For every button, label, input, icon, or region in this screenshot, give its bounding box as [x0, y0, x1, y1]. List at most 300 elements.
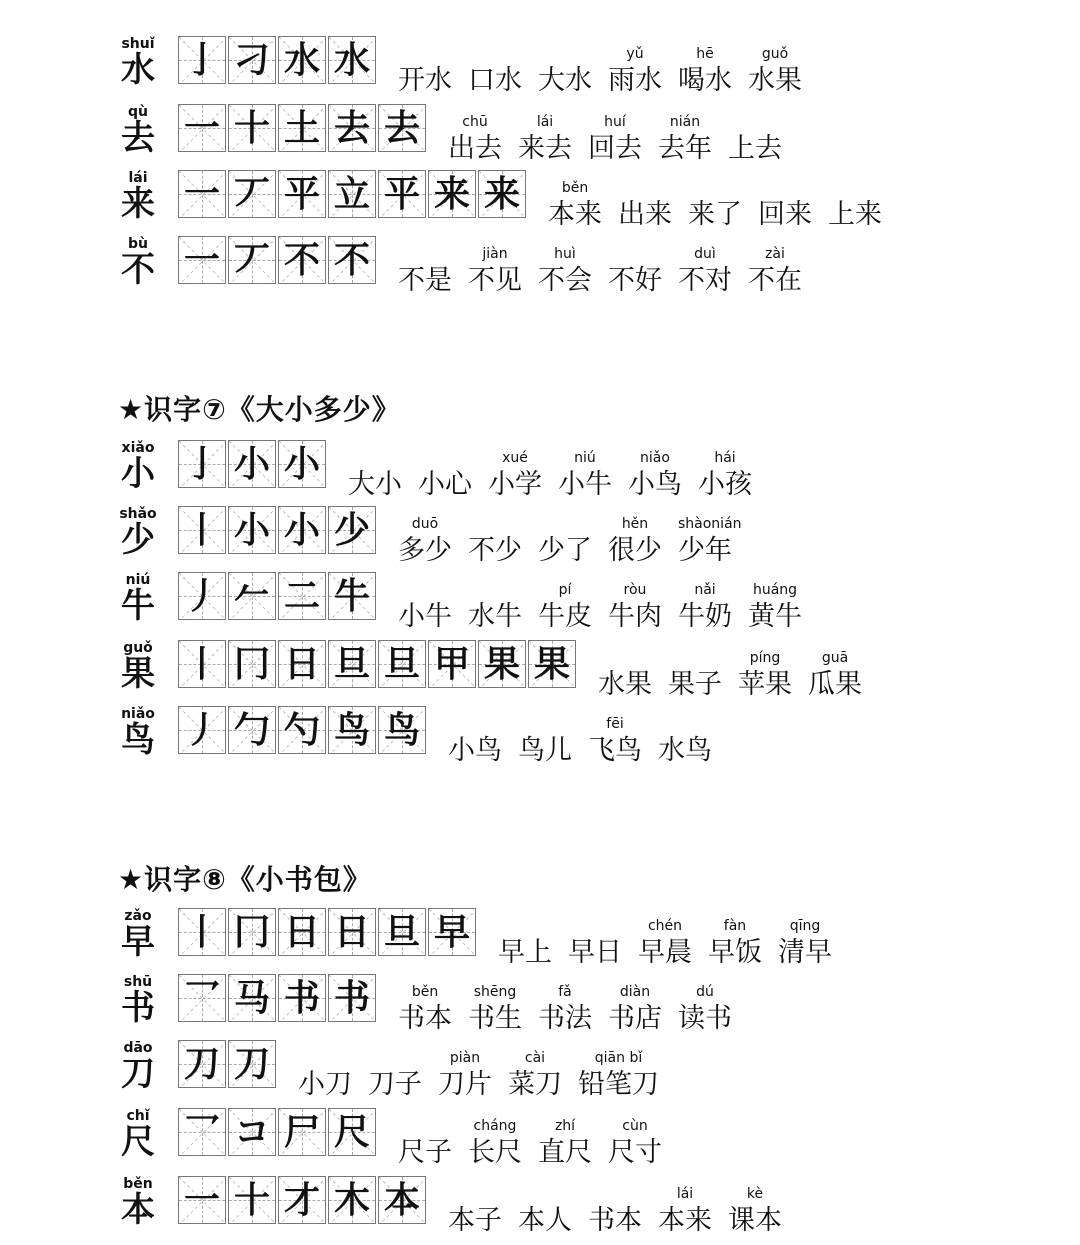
- stroke-order-grid: [178, 1108, 378, 1156]
- stroke-step: 牛: [333, 575, 370, 617]
- stroke-step: 日: [283, 911, 320, 953]
- stroke-cell: [278, 506, 326, 554]
- word-pinyin: cài: [524, 1050, 546, 1066]
- word-text: 清早: [778, 937, 832, 968]
- word-item: [538, 246, 592, 298]
- stroke-order-grid: [178, 1040, 278, 1088]
- character-pinyin: guǒ: [123, 640, 153, 656]
- word-item: [518, 1186, 572, 1238]
- stroke-step: 平: [283, 173, 320, 215]
- stroke-cell: [178, 974, 226, 1022]
- word-pinyin: hái: [714, 450, 736, 466]
- word-pinyin: shēng: [473, 984, 517, 1000]
- word-text: 早上: [498, 937, 552, 968]
- word-item: [488, 450, 542, 502]
- stroke-order-grid: [178, 572, 378, 620]
- stroke-order-grid: [178, 36, 378, 84]
- word-text: 少年: [678, 535, 732, 566]
- stroke-order-grid: [178, 440, 328, 488]
- stroke-cell: [278, 104, 326, 152]
- word-pinyin: hē: [696, 46, 714, 62]
- word-item: [398, 516, 452, 568]
- stroke-cell: [378, 640, 426, 688]
- stroke-step: 一: [183, 107, 220, 149]
- stroke-step: 马: [233, 977, 270, 1019]
- character-glyph: 少: [121, 520, 155, 560]
- character-glyph: 果: [121, 654, 155, 694]
- stroke-step: 二: [283, 575, 320, 617]
- word-item: [298, 1050, 352, 1102]
- word-pinyin: guā: [821, 650, 849, 666]
- word-pinyin: fēi: [606, 716, 624, 732]
- section-title: ★识字⑧《小书包》: [118, 863, 372, 896]
- stroke-step: 丨: [183, 911, 220, 953]
- word-pinyin: yǔ: [626, 46, 644, 62]
- word-text: 小孩: [698, 469, 752, 500]
- stroke-step: 本: [383, 1179, 420, 1221]
- word-text: 上去: [728, 133, 782, 164]
- stroke-step: 不: [333, 239, 370, 281]
- word-pinyin: kè: [746, 1186, 764, 1202]
- word-item: [578, 1050, 659, 1102]
- word-item: [678, 46, 732, 98]
- stroke-step: 小: [283, 509, 320, 551]
- word-pinyin: huí: [604, 114, 626, 130]
- word-pinyin: piàn: [449, 1050, 481, 1066]
- word-text: 出去: [448, 133, 502, 164]
- word-pinyin: dú: [696, 984, 714, 1000]
- word-pinyin: duì: [694, 246, 716, 262]
- stroke-step: 丿: [183, 709, 220, 751]
- stroke-cell: [178, 1108, 226, 1156]
- character-pinyin: dāo: [123, 1040, 153, 1056]
- word-item: [518, 716, 572, 768]
- character-glyph: 水: [121, 50, 155, 90]
- character-glyph: 牛: [121, 586, 155, 626]
- word-item: [398, 246, 452, 298]
- stroke-cell: [178, 506, 226, 554]
- word-text: 水果: [598, 669, 652, 700]
- stroke-step: 尸: [283, 1111, 320, 1153]
- stroke-step: 水: [333, 39, 370, 81]
- stroke-cell: [278, 36, 326, 84]
- stroke-cell: [178, 104, 226, 152]
- stroke-cell: [328, 706, 376, 754]
- stroke-cell: [378, 1176, 426, 1224]
- character-glyph: 刀: [121, 1054, 155, 1094]
- word-text: 本来: [548, 199, 602, 230]
- stroke-step: コ: [233, 1111, 270, 1153]
- word-item: [658, 716, 712, 768]
- word-item: [608, 984, 662, 1036]
- stroke-step: 旦: [383, 911, 420, 953]
- stroke-cell: [278, 572, 326, 620]
- word-pinyin: pí: [558, 582, 572, 598]
- character-glyph: 来: [121, 184, 155, 224]
- word-text: 不是: [398, 265, 452, 296]
- word-text: 牛肉: [608, 601, 662, 632]
- word-item: [678, 582, 732, 634]
- word-item: [608, 1118, 662, 1170]
- word-item: [468, 1118, 522, 1170]
- word-item: [688, 180, 742, 232]
- word-text: 不好: [608, 265, 662, 296]
- stroke-step: 刀: [233, 1043, 270, 1085]
- stroke-cell: [228, 908, 276, 956]
- word-item: [398, 984, 452, 1036]
- word-item: [698, 450, 752, 502]
- character-pinyin: shǎo: [119, 506, 157, 522]
- word-item: [678, 516, 742, 568]
- stroke-step: 甲: [433, 643, 470, 685]
- word-text: 刀片: [438, 1069, 492, 1100]
- stroke-cell: [328, 572, 376, 620]
- word-item: [468, 246, 522, 298]
- stroke-step: 旦: [383, 643, 420, 685]
- word-text: 读书: [678, 1003, 732, 1034]
- word-item: [748, 582, 802, 634]
- word-text: 不少: [468, 535, 522, 566]
- word-text: 喝水: [678, 65, 732, 96]
- stroke-order-grid: [178, 170, 528, 218]
- word-text: 本子: [448, 1205, 502, 1236]
- word-pinyin: huì: [554, 246, 576, 262]
- word-text: 鸟儿: [518, 735, 572, 766]
- word-text: 早晨: [638, 937, 692, 968]
- stroke-step: 冂: [233, 911, 270, 953]
- word-text: 菜刀: [508, 1069, 562, 1100]
- word-item: [638, 918, 692, 970]
- character-pinyin: bù: [128, 236, 148, 252]
- character-pinyin: lái: [128, 170, 148, 186]
- stroke-cell: [228, 104, 276, 152]
- stroke-cell: [278, 974, 326, 1022]
- word-item: [608, 46, 662, 98]
- word-item: [588, 716, 642, 768]
- stroke-cell: [178, 440, 226, 488]
- stroke-order-grid: [178, 104, 428, 152]
- stroke-cell: [328, 640, 376, 688]
- word-item: [398, 46, 452, 98]
- word-item: [538, 46, 592, 98]
- word-item: [468, 984, 522, 1036]
- word-item: [538, 516, 592, 568]
- word-pinyin: jiàn: [482, 246, 508, 262]
- stroke-step: 丆: [233, 173, 270, 215]
- word-text: 小牛: [398, 601, 452, 632]
- word-text: 苹果: [738, 669, 792, 700]
- word-item: [728, 1186, 782, 1238]
- word-item: [608, 582, 662, 634]
- character-pinyin: běn: [123, 1176, 153, 1192]
- character-pinyin: niǎo: [121, 706, 155, 722]
- stroke-step: 勺: [283, 709, 320, 751]
- word-pinyin: píng: [749, 650, 781, 666]
- stroke-cell: [278, 170, 326, 218]
- word-pinyin: qīng: [789, 918, 821, 934]
- word-pinyin: lái: [676, 1186, 694, 1202]
- word-text: 少了: [538, 535, 592, 566]
- word-text: 不对: [678, 265, 732, 296]
- word-pinyin: huáng: [752, 582, 798, 598]
- word-item: [568, 918, 622, 970]
- stroke-step: 旦: [333, 643, 370, 685]
- stroke-cell: [278, 1176, 326, 1224]
- stroke-cell: [228, 36, 276, 84]
- word-text: 早饭: [708, 937, 762, 968]
- stroke-cell: [278, 640, 326, 688]
- stroke-step: 勹: [233, 709, 270, 751]
- stroke-cell: [228, 440, 276, 488]
- word-item: [738, 650, 792, 702]
- stroke-cell: [328, 170, 376, 218]
- stroke-step: 才: [283, 1179, 320, 1221]
- stroke-step: 冂: [233, 643, 270, 685]
- word-text: 书本: [588, 1205, 642, 1236]
- word-text: 早日: [568, 937, 622, 968]
- stroke-step: 小: [233, 509, 270, 551]
- stroke-step: 刀: [183, 1043, 220, 1085]
- word-item: [468, 582, 522, 634]
- word-pinyin: shàonián: [678, 516, 742, 532]
- word-text: 小牛: [558, 469, 612, 500]
- word-item: [608, 246, 662, 298]
- word-text: 不见: [468, 265, 522, 296]
- stroke-step: 果: [483, 643, 520, 685]
- word-list: [398, 984, 748, 1036]
- word-list: [398, 46, 818, 98]
- stroke-cell: [278, 236, 326, 284]
- word-item: [538, 1118, 592, 1170]
- word-pinyin: běn: [411, 984, 439, 1000]
- stroke-step: 不: [283, 239, 320, 281]
- word-item: [828, 180, 882, 232]
- stroke-cell: [328, 974, 376, 1022]
- stroke-cell: [428, 170, 476, 218]
- word-item: [448, 1186, 502, 1238]
- word-text: 口水: [468, 65, 522, 96]
- stroke-cell: [378, 170, 426, 218]
- stroke-cell: [328, 1108, 376, 1156]
- word-item: [518, 114, 572, 166]
- word-pinyin: niǎo: [640, 450, 670, 466]
- character-pinyin: xiǎo: [121, 440, 155, 456]
- stroke-order-grid: [178, 706, 428, 754]
- stroke-cell: [228, 1176, 276, 1224]
- word-text: 书生: [468, 1003, 522, 1034]
- word-item: [748, 46, 802, 98]
- stroke-cell: [328, 236, 376, 284]
- word-item: [608, 516, 662, 568]
- stroke-cell: [228, 506, 276, 554]
- stroke-step: 去: [333, 107, 370, 149]
- word-text: 大水: [538, 65, 592, 96]
- word-text: 尺子: [398, 1137, 452, 1168]
- stroke-cell: [428, 908, 476, 956]
- stroke-cell: [378, 706, 426, 754]
- word-item: [448, 114, 502, 166]
- stroke-cell: [278, 706, 326, 754]
- character-pinyin: shuǐ: [121, 36, 155, 52]
- word-pinyin: duō: [411, 516, 439, 532]
- character-pinyin: shū: [123, 974, 153, 990]
- word-text: 回去: [588, 133, 642, 164]
- character-glyph: 小: [121, 454, 155, 494]
- stroke-order-grid: [178, 506, 378, 554]
- word-text: 牛皮: [538, 601, 592, 632]
- word-text: 不会: [538, 265, 592, 296]
- stroke-step: 果: [533, 643, 570, 685]
- word-pinyin: guǒ: [761, 46, 789, 62]
- word-list: [448, 716, 728, 768]
- stroke-step: 木: [333, 1179, 370, 1221]
- stroke-step: 去: [383, 107, 420, 149]
- stroke-cell: [178, 706, 226, 754]
- stroke-step: 日: [283, 643, 320, 685]
- word-item: [418, 450, 472, 502]
- character-pinyin: chǐ: [126, 1108, 150, 1124]
- word-item: [448, 716, 502, 768]
- stroke-cell: [278, 440, 326, 488]
- stroke-cell: [328, 908, 376, 956]
- stroke-order-grid: [178, 974, 378, 1022]
- word-text: 出来: [618, 199, 672, 230]
- stroke-step: 尺: [333, 1111, 370, 1153]
- word-text: 雨水: [608, 65, 662, 96]
- word-pinyin: nǎi: [694, 582, 716, 598]
- word-list: [598, 650, 878, 702]
- word-item: [398, 582, 452, 634]
- section-title: ★识字⑦《大小多少》: [118, 393, 401, 426]
- stroke-cell: [378, 908, 426, 956]
- word-list: [398, 246, 818, 298]
- word-pinyin: hěn: [621, 516, 649, 532]
- word-pinyin: zài: [765, 246, 785, 262]
- stroke-cell: [428, 640, 476, 688]
- word-item: [468, 46, 522, 98]
- word-pinyin: chū: [462, 114, 488, 130]
- word-text: 果子: [668, 669, 722, 700]
- stroke-cell: [178, 170, 226, 218]
- stroke-step: 水: [283, 39, 320, 81]
- stroke-step: 𠂉: [233, 575, 270, 617]
- word-item: [508, 1050, 562, 1102]
- word-item: [618, 180, 672, 232]
- stroke-cell: [378, 104, 426, 152]
- word-item: [438, 1050, 492, 1102]
- word-text: 刀子: [368, 1069, 422, 1100]
- stroke-step: 土: [283, 107, 320, 149]
- word-text: 去年: [658, 133, 712, 164]
- word-text: 飞鸟: [588, 735, 642, 766]
- word-text: 水鸟: [658, 735, 712, 766]
- stroke-step: 一: [183, 1179, 220, 1221]
- word-text: 回来: [758, 199, 812, 230]
- word-text: 水牛: [468, 601, 522, 632]
- stroke-step: 一: [183, 173, 220, 215]
- word-text: 小鸟: [628, 469, 682, 500]
- word-text: 书法: [538, 1003, 592, 1034]
- character-pinyin: zǎo: [124, 908, 152, 924]
- stroke-step: 日: [333, 911, 370, 953]
- word-text: 书店: [608, 1003, 662, 1034]
- word-text: 书本: [398, 1003, 452, 1034]
- word-item: [558, 450, 612, 502]
- word-list: [348, 450, 768, 502]
- word-pinyin: chén: [647, 918, 683, 934]
- word-item: [498, 918, 552, 970]
- stroke-step: 刁: [233, 39, 270, 81]
- word-item: [368, 1050, 422, 1102]
- stroke-step: 乛: [183, 1111, 220, 1153]
- word-text: 小学: [488, 469, 542, 500]
- word-text: 大小: [348, 469, 402, 500]
- stroke-cell: [478, 170, 526, 218]
- word-item: [808, 650, 862, 702]
- word-text: 开水: [398, 65, 452, 96]
- word-text: 尺寸: [608, 1137, 662, 1168]
- word-pinyin: cùn: [622, 1118, 648, 1134]
- word-item: [588, 1186, 642, 1238]
- word-item: [658, 114, 712, 166]
- stroke-step: 十: [233, 1179, 270, 1221]
- word-item: [728, 114, 782, 166]
- stroke-step: 丆: [233, 239, 270, 281]
- word-text: 牛奶: [678, 601, 732, 632]
- stroke-step: 丨: [183, 643, 220, 685]
- word-pinyin: fàn: [723, 918, 747, 934]
- word-list: [448, 114, 798, 166]
- word-pinyin: lái: [536, 114, 554, 130]
- word-pinyin: běn: [561, 180, 589, 196]
- character-glyph: 去: [121, 118, 155, 158]
- character-pinyin: qù: [128, 104, 148, 120]
- stroke-step: 立: [333, 173, 370, 215]
- stroke-cell: [528, 640, 576, 688]
- word-item: [758, 180, 812, 232]
- stroke-cell: [178, 1040, 226, 1088]
- stroke-cell: [478, 640, 526, 688]
- stroke-cell: [328, 36, 376, 84]
- stroke-step: 丿: [183, 575, 220, 617]
- character-glyph: 尺: [121, 1122, 155, 1162]
- word-text: 来了: [688, 199, 742, 230]
- stroke-step: 丨: [183, 509, 220, 551]
- word-pinyin: fǎ: [558, 984, 572, 1000]
- stroke-step: 早: [433, 911, 470, 953]
- stroke-cell: [228, 706, 276, 754]
- stroke-cell: [278, 908, 326, 956]
- stroke-step: 鸟: [333, 709, 370, 751]
- word-item: [468, 516, 522, 568]
- word-pinyin: cháng: [473, 1118, 517, 1134]
- character-glyph: 不: [121, 250, 155, 290]
- stroke-step: 书: [333, 977, 370, 1019]
- word-list: [448, 1186, 798, 1238]
- stroke-cell: [228, 1040, 276, 1088]
- word-item: [678, 984, 732, 1036]
- word-text: 小鸟: [448, 735, 502, 766]
- word-text: 小刀: [298, 1069, 352, 1100]
- stroke-cell: [178, 572, 226, 620]
- stroke-order-grid: [178, 236, 378, 284]
- stroke-cell: [228, 572, 276, 620]
- stroke-step: 鸟: [383, 709, 420, 751]
- word-item: [748, 246, 802, 298]
- word-text: 黄牛: [748, 601, 802, 632]
- word-text: 来去: [518, 133, 572, 164]
- word-item: [348, 450, 402, 502]
